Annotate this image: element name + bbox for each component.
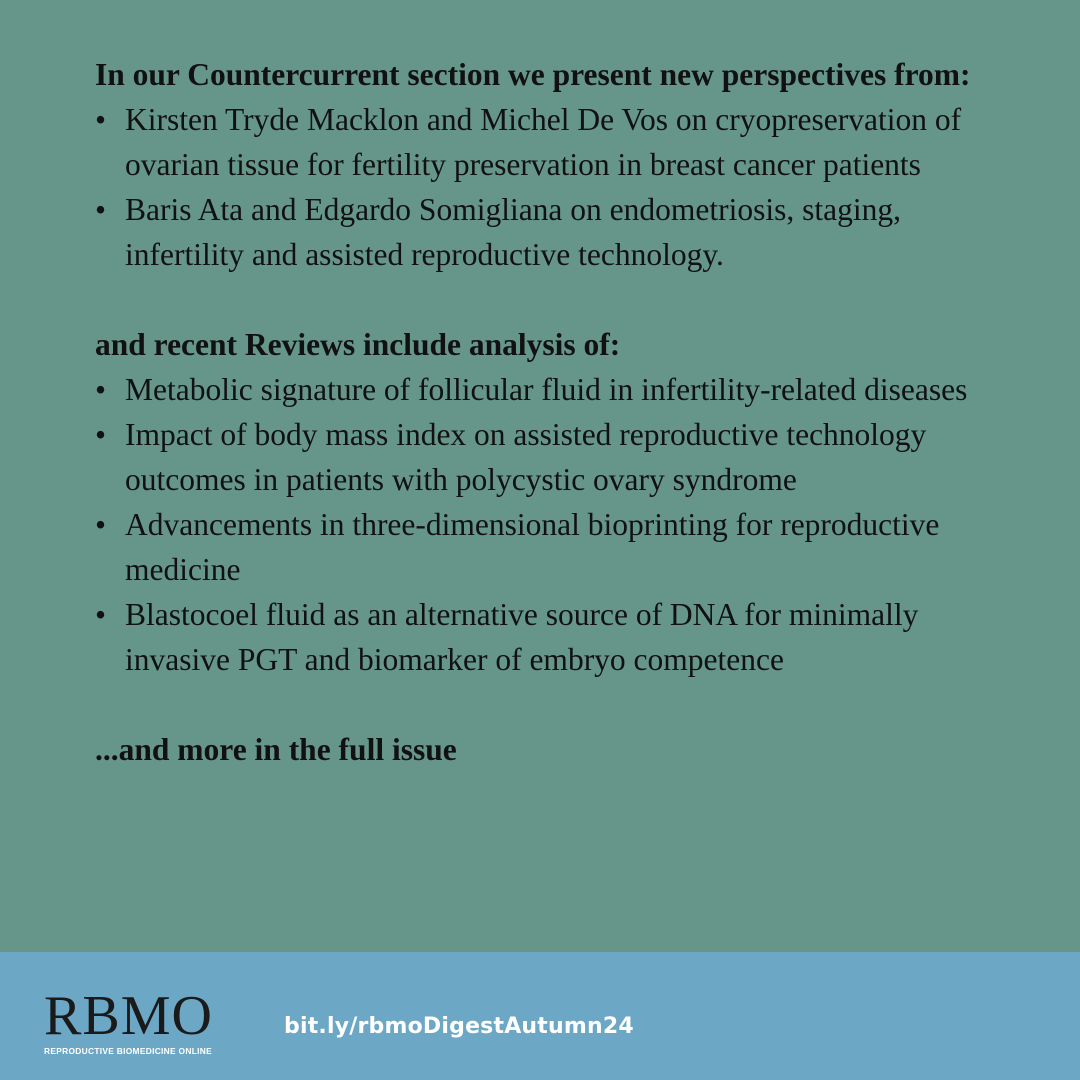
bullet-icon: •: [95, 507, 107, 542]
list-item: [95, 412, 995, 502]
bullet-icon: •: [95, 597, 107, 632]
spacer: [95, 277, 995, 322]
spacer: [95, 682, 995, 727]
list-item-text: Kirsten Tryde Macklon and Michel De Vos on cryopreservation of ovarian tissue for fertility preservation in breast cancer patients: [125, 102, 962, 182]
logo-subtitle: REPRODUCTIVE BIOMEDICINE ONLINE: [44, 1046, 212, 1056]
footer-bar: [0, 952, 1080, 1080]
list-item: [95, 502, 995, 592]
list-item: [95, 97, 995, 187]
closing-line: ...and more in the full issue: [95, 732, 457, 767]
list-item: [95, 187, 995, 277]
list-item-text: Advancements in three-dimensional bioprinting for reproductive medicine: [125, 507, 940, 587]
reviews-list: [95, 367, 995, 682]
bullet-icon: •: [95, 102, 107, 137]
list-item-text: Baris Ata and Edgardo Somigliana on endometriosis, staging, infertility and assisted reproductive technology.: [125, 192, 902, 272]
countercurrent-list: [95, 97, 995, 277]
logo-text: RBMO: [44, 985, 213, 1047]
list-item-text: Metabolic signature of follicular fluid in infertility-related diseases: [125, 372, 968, 407]
bullet-icon: •: [95, 372, 107, 407]
list-item: [95, 592, 995, 682]
list-item-text: Impact of body mass index on assisted reproductive technology outcomes in patients with polycystic ovary syndrome: [125, 417, 927, 497]
list-item: [95, 367, 995, 412]
bullet-icon: •: [95, 417, 107, 452]
countercurrent-heading: In our Countercurrent section we present new perspectives from:: [95, 57, 971, 92]
list-item-text: Blastocoel fluid as an alternative source of DNA for minimally invasive PGT and biomarker of embryo competence: [125, 597, 919, 677]
digest-link[interactable]: bit.ly/rbmoDigestAutumn24: [284, 1014, 634, 1039]
content-block: [95, 52, 995, 772]
rbmo-logo: [44, 985, 244, 1056]
bullet-icon: •: [95, 192, 107, 227]
reviews-heading: and recent Reviews include analysis of:: [95, 327, 621, 362]
